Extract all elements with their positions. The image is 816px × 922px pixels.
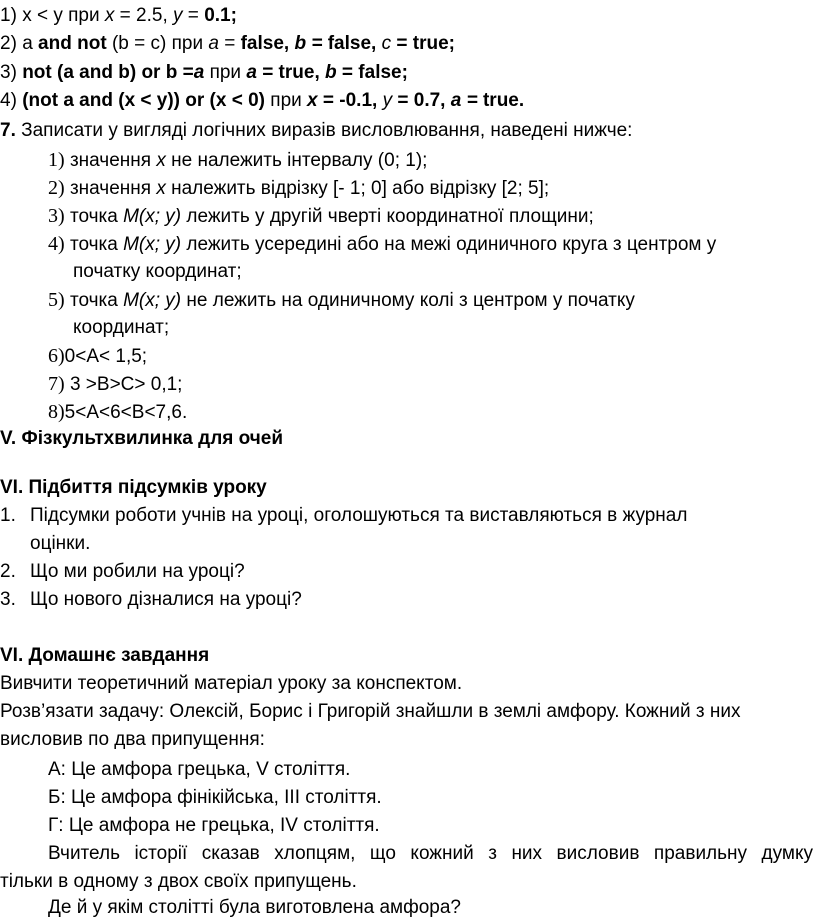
item-number: 1) [0,5,17,26]
summary-item: 1. Підсумки роботи учнів на уроці, оголошуються та виставляються в журнал [0,505,688,526]
summary-item-continuation: оцінки. [30,533,91,554]
task-7-item: 1) значення x не належить інтервалу (0; 1); [48,149,428,171]
homework-paragraph: тільки в одному з двох своїх припущень. [0,871,357,892]
task-7-item: 6)0<A< 1,5; [48,345,148,367]
task-7-heading: 7. Записати у вигляді логічних виразів висловлювання, наведені нижче: [0,120,633,141]
summary-item: 2. Що ми робили на уроці? [0,561,245,582]
hypothesis-b: Б: Це амфора фінікійська, III століття. [48,787,382,808]
section-6-heading: VI. Підбиття підсумків уроку [0,477,267,498]
item-number: 3) [0,62,17,83]
item-number: 2) [0,33,17,54]
item-number: 4) [0,90,17,111]
homework-question: Де й у якім столітті була виготовлена амфора? [48,897,461,918]
hypothesis-g: Г: Це амфора не грецька, IV століття. [48,815,380,836]
task-7-item: 3) точка M(x; y) лежить у другій чверті координатної площини; [48,205,594,227]
task-7-item: 4) точка M(x; y) лежить усередині або на межі одиничного круга з центром у [48,233,717,255]
task-7-item: 7) 3 >B>C> 0,1; [48,373,183,395]
task-7-item-continuation: координат; [73,317,170,338]
expression-3: 3) not (a and b) or b =a при a = true, b = false; [0,62,408,83]
homework-paragraph: Розв’язати задачу: Олексій, Борис і Григорій знайшли в землі амфору. Кожний з них [0,701,741,722]
homework-paragraph: Вивчити теоретичний матеріал уроку за конспектом. [0,673,463,694]
hypothesis-a: А: Це амфора грецька, V століття. [48,759,351,780]
task-7-item: 2) значення x належить відрізку [- 1; 0] або відрізку [2; 5]; [48,177,550,199]
task-7-item-continuation: початку координат; [73,261,242,282]
expression-2: 2) a and not (b = c) при a = false, b = false, c = true; [0,33,455,54]
expression-1: 1) x < y при x = 2.5, y = 0.1; [0,5,237,26]
homework-paragraph: висловив по два припущення: [0,729,265,750]
summary-item: 3. Що нового дізналися на уроці? [0,589,302,610]
homework-paragraph: Вчитель історії сказав хлопцям, що кожний з них висловив правильну думку [48,843,813,864]
task-7-item: 8)5<A<6<B<7,6. [48,401,188,423]
expression-4: 4) (not a and (x < y)) or (x < 0) при x = -0.1, y = 0.7, a = true. [0,90,525,111]
homework-heading: VI. Домашнє завдання [0,645,210,666]
section-5-heading: V. Фізкультхвилинка для очей [0,428,284,449]
task-7-item: 5) точка M(x; y) не лежить на одиничному колі з центром у початку [48,289,635,311]
